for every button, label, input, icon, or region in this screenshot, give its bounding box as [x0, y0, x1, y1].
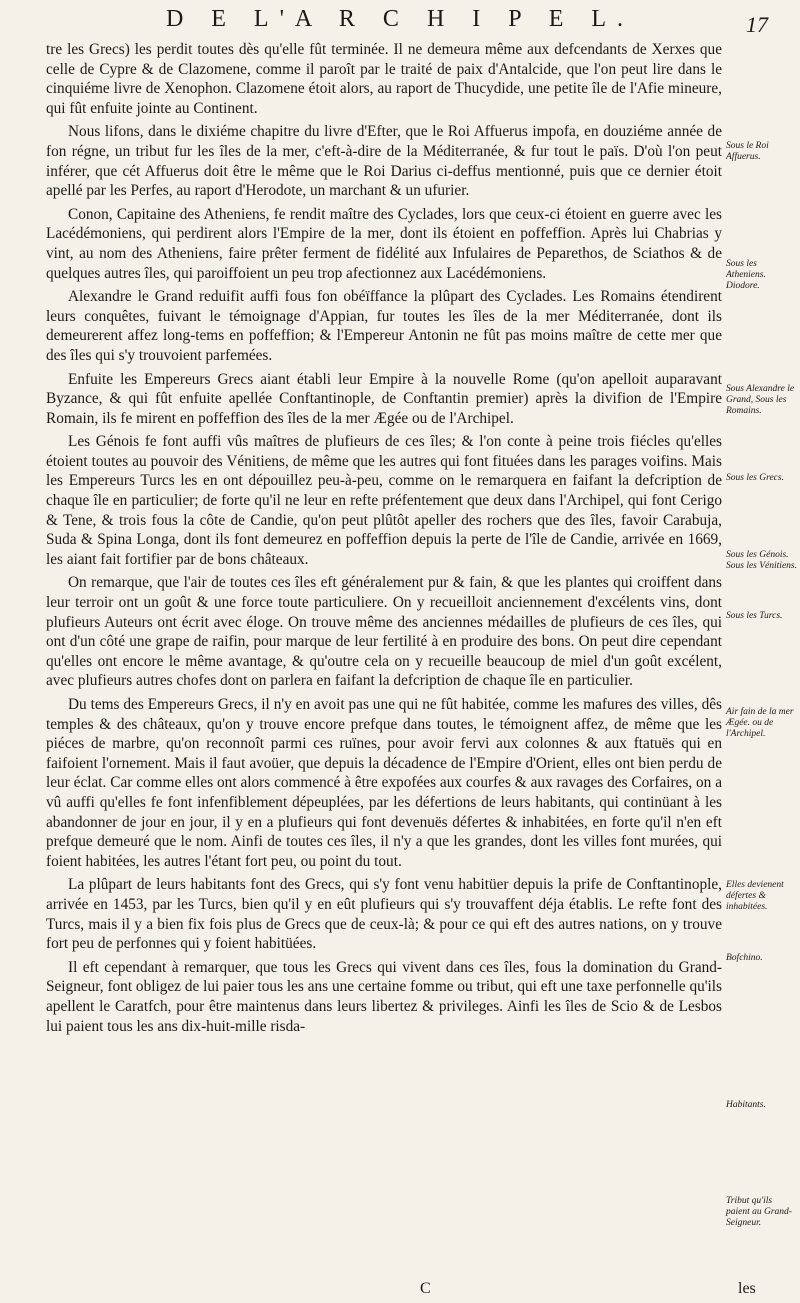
running-head: D E L'A R C H I P E L.	[165, 6, 635, 32]
margin-note: Sous le Roi Affuerus.	[726, 141, 769, 162]
margin-note: Sous les Grecs.	[726, 473, 784, 483]
paragraph: Enfuite les Empereurs Grecs aiant établi leur Empire à la nouvelle Rome (qu'on apelloit auparavant Byzance, & qui fût enfuite apellée Conftantinople, de Conftantin premier) après la divifion de l'Empire Romain, ils fe mirent en poffeffion des îles de la mer Ægée ou de l'Archipel.	[46, 370, 722, 427]
margin-note: Elles devienent défertes & inhabitées.	[726, 880, 784, 912]
margin-note: Sous les Turcs.	[726, 611, 783, 621]
main-text	[46, 40, 722, 1040]
margin-note: Sous Alexandre le Grand, Sous les Romains.	[726, 384, 795, 416]
page-number: 17	[746, 12, 768, 37]
paragraph: La plûpart de leurs habitants font des Grecs, qui s'y font venu habitüer depuis la prife de Conftantinople, arrivée en 1453, par les Turcs, bien qu'il y en eût plufieurs qui s'y trouvaffent déja établis. Le refte font des Turcs, mais il y a bien fix fois plus de Grecs que de ceux-là; & pour ce qui eft des autres nations, on y trouve fort peu de perfonnes qui y foient habitüées.	[46, 876, 722, 953]
paragraph: Nous lifons, dans le dixiéme chapitre du livre d'Efter, que le Roi Affuerus impofa, en douziéme année de fon régne, un tribut fur les îles de la mer, c'eft-à-dire de la Méditerranée, & fur tout le païs. D'où l'on peut inférer, que cét Affuerus doit être le même que le Roi Darius ci-deffus mentionné, puis que ce dernier étoit apellé par les Perfes, au raport d'Herodote, un marchant & un ufurier.	[46, 123, 722, 200]
margin-note: Tribut qu'ils paient au Grand-Seigneur.	[726, 1196, 792, 1228]
margin-note: Habitants.	[726, 1100, 766, 1110]
margin-note: Sous les Atheniens. Diodore.	[726, 259, 766, 291]
margin-note: Air fain de la mer Ægée. ou de l'Archipel.	[726, 707, 794, 739]
paragraph: Conon, Capitaine des Atheniens, fe rendit maître des Cyclades, lors que ceux-ci étoient en guerre avec les Lacédémoniens, qui perdirent alors l'Empire de la mer, dont ils étoient en poffeffion. Après lui Chabrias y vint, au nom des Atheniens, faire prêter ferment de fidélité aux Infulaires de Peparethos, de Sciathos & de quelques autres îles, qui paroiffoient un peu trop afectionnez aux Lacédémoniens.	[46, 205, 722, 282]
paragraph: Il eft cependant à remarquer, que tous les Grecs qui vivent dans ces îles, fous la domination du Grand-Seigneur, font obligez de lui paier tous les ans une certaine fomme ou tribut, qui eft une taxe perfonnelle qu'ils apellent le Caratfch, pour être maintenus dans leurs libertez & privileges. Ainfi les îles de Scio & de Lesbos lui paient tous les ans dix-huit-mille risda-	[46, 958, 722, 1035]
page-header	[0, 6, 800, 40]
paragraph: On remarque, que l'air de toutes ces îles eft généralement pur & fain, & que les plantes qui croiffent dans leur terroir ont un goût & une force toute particuliere. On y recueilloit anciennement d'excélents vins, dont plufieurs Auteurs ont écrit avec éloge. On trouve même des anciennes médailles de plufieurs de ces îles, qui ont d'un côté une grape de raifin, pour marque de leur fertilité à en produire des bons. On peut dire cependant qu'elles ont encore le même avantage, & qu'outre cela on y recueille beaucoup de miel d'un goût excélent, avec plufieurs autres chofes dont on parlera en faifant la defcription de chaque île en particulier.	[46, 574, 722, 690]
paragraph: Alexandre le Grand reduifit auffi fous fon obéïffance la plûpart des Cyclades. Les Romains étendirent leurs conquêtes, fuivant le témoignage d'Appian, fur toutes les îles de la mer Méditerranée, dont ils demeurerent affez long-tems en poffeffion; & l'Empereur Antonin ne fût pas moins maître de cette mer que des îles qui s'y trouvoient parfemées.	[46, 288, 722, 364]
paragraph: Les Génois fe font auffi vûs maîtres de plufieurs de ces îles; & l'on conte à peine trois fiécles qu'elles étoient toutes au pouvoir des Vénitiens, de même que les autres qui font fituées dans les parages voifins. Mais les Empereurs Turcs les en ont dépouillez peu-à-peu, comme on le remarquera en faifant la defcription de chaque île en particulier; de forte qu'il ne leur en refte préfentement que deux dans l'Archipel, qui font Cerigo & Tene, & trois fous la côte de Candie, qu'on peut plûtôt apeller des rochers que des îles, favoir Carabuja, Suda & Spina Longa, dont ils font demeurez en poffeffion depuis la perte de l'île de Candie, arrivée en 1669, les aiant fait fortifier par de bons châteaux.	[46, 433, 722, 568]
paragraph: tre les Grecs) les perdit toutes dès qu'elle fût terminée. Il ne demeura même aux defcendants de Xerxes que celle de Cypre & de Clazomene, comme il paroît par le traité de paix d'Antalcide, que l'on peut lire dans le cinquiéme livre de Xenophon. Clazomene étoit alors, au raport de Thucydide, une petite île de l'Afie mineure, qui fût enfuite jointe au Continent.	[46, 41, 722, 117]
catchword: les	[738, 1280, 756, 1297]
signature-mark: C	[420, 1280, 431, 1297]
margin-note: Bofchino.	[726, 953, 763, 963]
margin-note: Sous les Génois. Sous les Vénitiens.	[726, 550, 797, 571]
paragraph: Du tems des Empereurs Grecs, il n'y en avoit pas une qui ne fût habitée, comme les mafures des villes, dês temples & des châteaux, qu'on y trouve encore prefque dans toutes, le témoignent affez, de même que les piéces de marbre, qu'on reconnoît parmi ces ruïnes, pour avoir fervi aux colonnes & aux ftatuës qui en faifoient l'ornement. Mais il faut avoüer, que depuis la décadence de l'Empire d'Orient, elles ont bien perdu de leur éclat. Car comme elles ont alors commencé à être expofées aux courfes & aux ravages des Corfaires, on a vû auffi qu'elles fe font infenfiblement dépeuplées, par les défertions de leurs habitants, qui continüant à les abandonner de jour en jour, il y en a plufieurs qui font devenuës défertes & inhabitées, en forte qu'il n'en eft prefque demeuré que le nom. Ainfi de toutes ces îles, il n'y a que les grandes, dont les villes font murées, qui foient habitées, les autres l'étant fort peu, ou point du tout.	[46, 696, 722, 870]
